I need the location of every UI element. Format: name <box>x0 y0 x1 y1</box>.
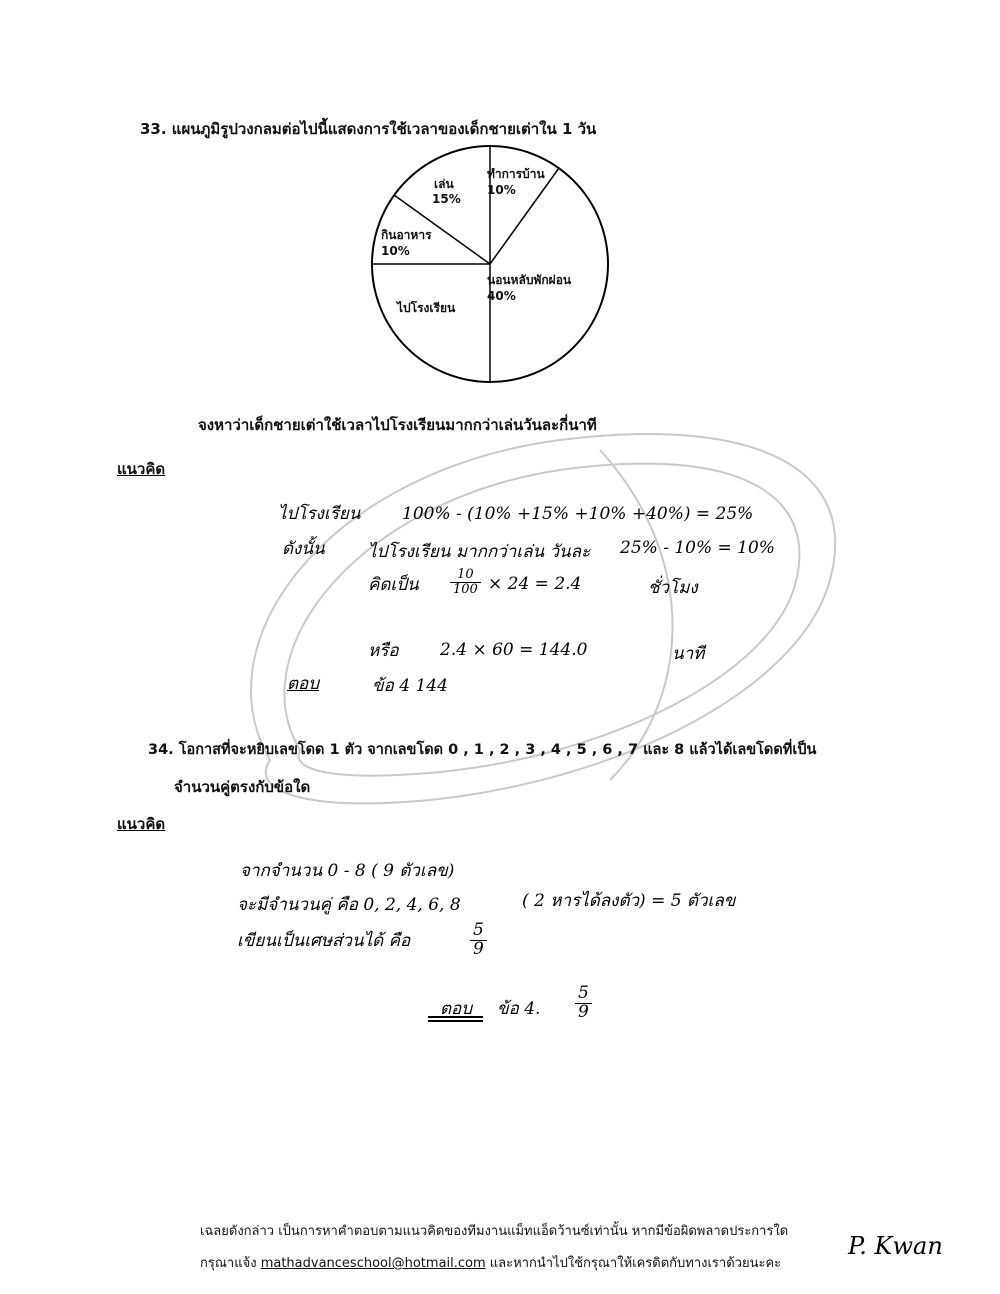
q34-line3-num: 5 <box>470 922 487 941</box>
q33-answer-text: ข้อ 4 144 <box>372 676 448 696</box>
q34-title-line2: จำนวนคู่ตรงกับข้อใด <box>174 778 311 796</box>
q34-title-line1: 34. โอกาสที่จะหยิบเลขโดด 1 ตัว จากเลขโดด 0 , 1 , 2 , 3 , 4 , 5 , 6 , 7 และ 8 แล้วได้เลขโดดที่เป็น <box>148 742 817 758</box>
pie-value-play: 15% <box>432 192 461 206</box>
q33-line3-expr: × 24 = 2.4 <box>488 574 582 594</box>
footer-line2-post: และหากนำไปใช้กรุณาให้เครดิตกับทางเราด้วยนะคะ <box>489 1256 782 1271</box>
q33-question: จงหาว่าเด็กชายเต่าใช้เวลาไปโรงเรียนมากกว่าเล่นวันละกี่นาที <box>198 416 597 434</box>
q34-answer-num: 5 <box>575 985 592 1004</box>
pie-label-sleep: นอนหลับพักผ่อน <box>487 273 572 287</box>
q33-line4-label: หรือ <box>368 641 399 661</box>
q33-line3-fraction <box>450 568 481 596</box>
q33-line2-expr: 25% - 10% = 10% <box>620 538 775 558</box>
q34-line1: จากจำนวน 0 - 8 ( 9 ตัวเลข) <box>240 861 455 881</box>
pie-value-sleep: 40% <box>487 289 516 303</box>
q33-line3-den: 100 <box>453 581 478 597</box>
q33-line3-label: คิดเป็น <box>368 575 419 595</box>
q33-line1-label: ไปโรงเรียน <box>278 504 361 524</box>
pie-label-play: เล่น <box>434 177 454 191</box>
signature: P. Kwan <box>848 1232 943 1260</box>
q34-line3-fraction <box>470 922 487 959</box>
q34-line2-b: ( 2 หารได้ลงตัว) = 5 ตัวเลข <box>522 891 736 911</box>
answer-arrow-icon <box>428 1014 488 1024</box>
q33-answer-label: ตอบ <box>287 674 320 694</box>
q33-line2-label: ดังนั้น <box>282 539 325 559</box>
q33-line4-unit: นาที <box>672 644 705 664</box>
pie-value-homework: 10% <box>487 183 516 197</box>
q33-line3-unit: ชั่วโมง <box>648 578 698 598</box>
q34-answer-den: 9 <box>578 1001 589 1022</box>
pie-value-eat: 10% <box>381 244 410 258</box>
q33-line1-expr: 100% - (10% +15% +10% +40%) = 25% <box>402 504 754 524</box>
q34-answer-label: ตอบ <box>440 999 473 1019</box>
q33-title: 33. แผนภูมิรูปวงกลมต่อไปนี้แสดงการใช้เวลาของเด็กชายเต่าใน 1 วัน <box>140 120 597 138</box>
footer-line2 <box>200 1252 781 1273</box>
q34-answer-text: ข้อ 4. <box>497 999 541 1019</box>
q33-line4-expr: 2.4 × 60 = 144.0 <box>440 640 588 660</box>
q33-solution-heading: แนวคิด <box>117 460 166 478</box>
q33-line2-text: ไปโรงเรียน มากกว่าเล่น วันละ <box>368 542 591 562</box>
q34-line2-a: จะมีจำนวนคู่ คือ 0, 2, 4, 6, 8 <box>237 895 461 915</box>
footer-line2-pre: กรุณาแจ้ง <box>200 1256 257 1271</box>
pie-label-homework: ทำการบ้าน <box>487 167 545 181</box>
footer-line1: เฉลยดังกล่าว เป็นการหาคำตอบตามแนวคิดของทีมงานแม็ทแอ็ดว้านซ์เท่านั้น หากมีข้อผิดพลาดประการใด <box>200 1224 789 1239</box>
q34-answer-fraction <box>575 985 592 1022</box>
q34-solution-heading: แนวคิด <box>117 815 166 833</box>
q33-line3-num: 10 <box>450 568 481 583</box>
footer-email-link[interactable]: mathadvanceschool@hotmail.com <box>260 1256 486 1271</box>
pie-label-school: ไปโรงเรียน <box>397 301 456 315</box>
pie-label-eat: กินอาหาร <box>381 228 432 242</box>
q34-line3-den: 9 <box>473 938 484 959</box>
q34-line3: เขียนเป็นเศษส่วนได้ คือ <box>237 931 411 951</box>
